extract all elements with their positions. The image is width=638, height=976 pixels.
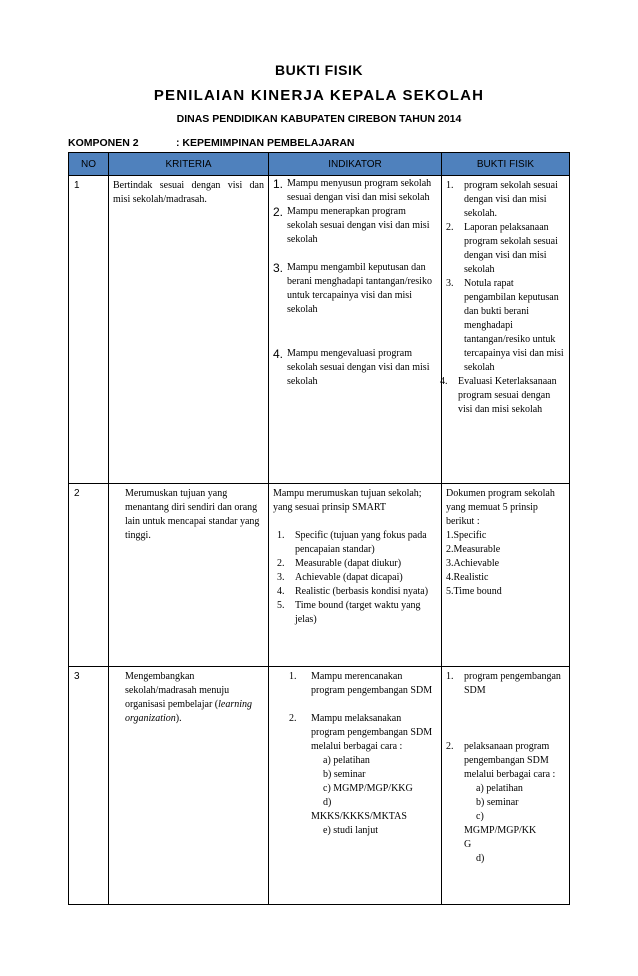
list-item: 1.Specific: [446, 530, 487, 541]
column-header-kriteria: KRITERIA: [109, 153, 269, 176]
sub-item: a) pelatihan: [476, 783, 523, 794]
indikator-cell: [269, 176, 442, 484]
kriteria-text: Bertindak sesuai dengan visi dan misi sekolah/madrasah.: [113, 180, 264, 205]
document-subtitle: PENILAIAN KINERJA KEPALA SEKOLAH: [153, 87, 485, 104]
indikator-list: [273, 670, 437, 754]
item-text: Mampu menerapkan program sekolah sesuai dengan visi dan misi sekolah: [287, 206, 430, 245]
indikator-item: [273, 205, 437, 247]
list-item: 2.Measurable: [446, 544, 501, 555]
kriteria-text-end: ).: [175, 713, 182, 724]
bukti-intro: Dokumen program sekolah yang memuat 5 prinsip berikut :: [446, 488, 555, 527]
item-number: 5.: [277, 600, 285, 611]
bukti-fisik-cell: [442, 667, 570, 905]
item-number: 2.: [277, 558, 285, 569]
list-item: [277, 571, 437, 585]
kriteria-text-italic: learning organization: [125, 699, 253, 724]
sub-list: [446, 782, 565, 824]
table-row: [69, 484, 570, 667]
item-text: Realistic (berbasis kondisi nyata): [295, 586, 429, 597]
document-agency: DINAS PENDIDIKAN KABUPATEN CIREBON TAHUN 2014: [176, 113, 462, 125]
item-text: Evaluasi Keterlaksanaan program sesuai dengan visi dan misi sekolah: [458, 376, 557, 415]
kriteria-cell: [109, 176, 269, 484]
row-number: 1: [69, 176, 109, 484]
item-text: Mampu melaksanakan program pengembangan SDM melalui berbagai cara :: [311, 713, 433, 752]
sub-item: d): [476, 853, 485, 864]
sub-item: c) MGMP/MGP/KKG: [323, 783, 413, 794]
sub-item-continued: MGMP/MGP/KK G: [464, 825, 537, 850]
list-item: [440, 375, 565, 417]
list-item: [446, 277, 565, 375]
row-number: 2: [69, 484, 109, 667]
item-text: Specific (tujuan yang fokus pada pencapaian standar): [295, 530, 427, 555]
item-text: Time bound (target waktu yang jelas): [295, 600, 421, 625]
item-number: 2.: [273, 205, 284, 219]
item-number: 4.: [440, 376, 448, 387]
kriteria-cell: [109, 667, 269, 905]
sub-item: e) studi lanjut: [323, 825, 378, 836]
item-text: Notula rapat pengambilan keputusan dan bukti berani menghadapi tantangan/resiko untuk tercapainya visi dan misi sekolah: [464, 278, 564, 373]
list-item: [446, 740, 565, 782]
list-item: [277, 529, 437, 557]
item-number: 3.: [277, 572, 285, 583]
item-text: Mampu merencanakan program pengembangan SDM: [311, 671, 433, 696]
item-text: Laporan pelaksanaan program sekolah sesuai dengan visi dan misi sekolah: [464, 222, 558, 275]
bukti-list: [446, 670, 565, 782]
indikator-cell: [269, 484, 442, 667]
item-number: 1.: [289, 671, 297, 682]
list-item: [446, 670, 565, 698]
sub-item: b) seminar: [476, 797, 519, 808]
sub-list: [273, 754, 437, 810]
bukti-fisik-cell: [442, 484, 570, 667]
column-header-no: NO: [69, 153, 109, 176]
item-number: 1.: [277, 530, 285, 541]
komponen-line: [68, 137, 588, 149]
item-text: program sekolah sesuai dengan visi dan misi sekolah.: [464, 180, 558, 219]
item-number: 3.: [273, 261, 284, 275]
item-text: Mampu menyusun program sekolah sesuai dengan visi dan misi sekolah: [287, 178, 432, 203]
item-text: Measurable (dapat diukur): [295, 558, 402, 569]
row-number: 3: [69, 667, 109, 905]
sub-item: a) pelatihan: [323, 755, 370, 766]
sub-item: b) seminar: [323, 769, 366, 780]
item-number: 4.: [273, 347, 284, 361]
sub-item: d): [323, 797, 332, 808]
kriteria-text: Merumuskan tujuan yang menantang diri sendiri dan orang lain untuk mencapai standar yang tinggi.: [125, 488, 260, 541]
item-number: 4.: [277, 586, 285, 597]
list-item: 3.Achievable: [446, 558, 500, 569]
sub-item-continued: MKKS/KKKS/MKTAS: [311, 811, 407, 822]
item-number: 1.: [446, 180, 454, 191]
item-number: 2.: [446, 741, 454, 752]
list-item: [277, 585, 437, 599]
kriteria-cell: [109, 484, 269, 667]
smart-list: [273, 529, 437, 627]
item-number: 1.: [273, 177, 284, 191]
indikator-item: [273, 347, 437, 389]
indikator-item: [273, 261, 437, 317]
list-item: 4.Realistic: [446, 572, 489, 583]
kriteria-text: [113, 670, 264, 726]
item-number: 2.: [446, 222, 454, 233]
bukti-fisik-cell: [442, 176, 570, 484]
column-header-bukti-fisik: BUKTI FISIK: [442, 153, 570, 176]
item-number: 2.: [289, 713, 297, 724]
list-item: [446, 179, 565, 221]
item-text: Achievable (dapat dicapai): [295, 572, 403, 583]
table-header-row: [69, 153, 570, 176]
kriteria-text-plain: Mengembangkan sekolah/madrasah menuju organisasi pembelajar (: [125, 671, 230, 710]
indikator-intro: Mampu merumuskan tujuan sekolah; yang sesuai prinsip SMART: [273, 488, 422, 513]
table-row: [69, 667, 570, 905]
list-item: [277, 599, 437, 627]
sub-item: c): [476, 811, 484, 822]
assessment-table: [68, 152, 570, 905]
item-text: program pengembangan SDM: [464, 671, 561, 696]
list-item: [446, 221, 565, 277]
item-number: 1.: [446, 671, 454, 682]
document-title: BUKTI FISIK: [275, 62, 363, 78]
indikator-cell: [269, 667, 442, 905]
item-number: 3.: [446, 278, 454, 289]
list-item: [289, 712, 437, 754]
indikator-item: [273, 177, 437, 205]
list-item: [289, 670, 437, 698]
bukti-list: [440, 179, 565, 417]
list-item: [277, 557, 437, 571]
item-text: pelaksanaan program pengembangan SDM melalui berbagai cara :: [464, 741, 556, 780]
list-item: 5.Time bound: [446, 586, 502, 597]
item-text: Mampu mengambil keputusan dan berani menghadapi tantangan/resiko untuk tercapainya visi dan misi sekolah: [287, 262, 432, 315]
komponen-value: : KEPEMIMPINAN PEMBELAJARAN: [176, 137, 355, 149]
komponen-label: KOMPONEN 2: [68, 137, 139, 149]
item-text: Mampu mengevaluasi program sekolah sesuai dengan visi dan misi sekolah: [287, 348, 430, 387]
table-row: [69, 176, 570, 484]
column-header-indikator: INDIKATOR: [269, 153, 442, 176]
